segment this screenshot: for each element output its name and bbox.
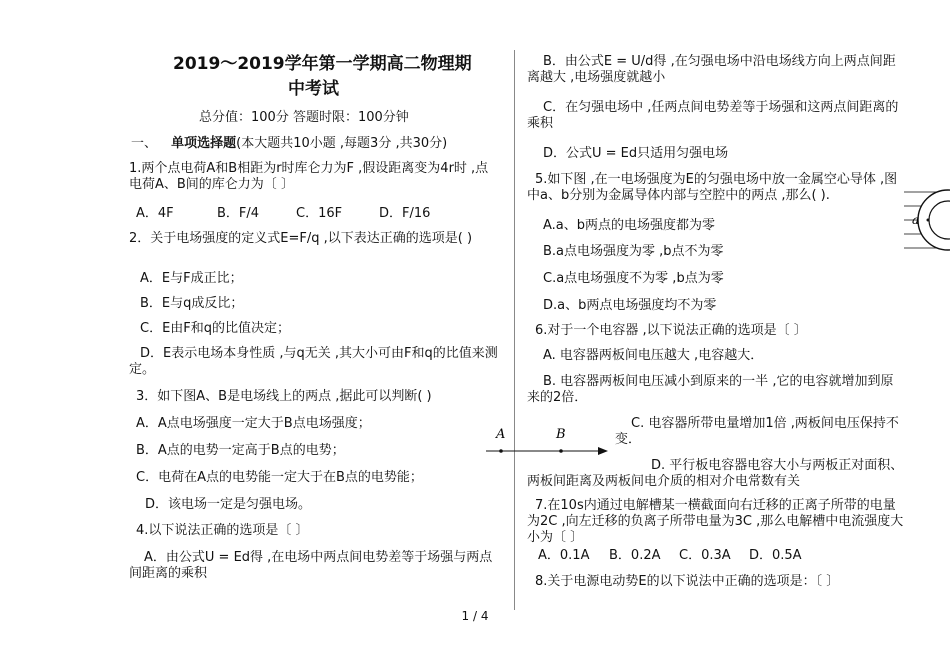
exam-meta: 总分值：100分 答题时限：100分钟 (199, 110, 409, 125)
point-b-label: B (556, 427, 566, 442)
section-1-number: 一、 (131, 136, 158, 151)
field-line-figure (484, 423, 614, 463)
q1-option-a: A．4F (136, 206, 174, 221)
q6-option-d: D. 平行板电容器电容大小与两板正对面积、两板间距离及两板间电介质的相对介电常数有关 (527, 458, 904, 489)
q5-option-d: D.a、b两点电场强度均不为零 (543, 298, 717, 313)
q6-option-b: B. 电容器两板间电压减小到原来的一半 ,它的电容就增加到原来的2倍． (527, 374, 894, 405)
q4-option-c: C．在匀强电场中 ,任两点间电势差等于场强和这两点间距离的乘积 (527, 100, 899, 131)
point-b-dot (559, 449, 563, 453)
q2-stem: 2．关于电场强度的定义式E=F/q ,以下表达正确的选项是( ) (129, 231, 473, 246)
q7-option-b: B．0.2A (609, 548, 661, 563)
q6-stem: 6.对于一个电容器 ,以下说法正确的选项是〔 〕 (535, 323, 807, 338)
hollow-conductor-figure (904, 184, 950, 256)
q4-option-d: D．公式U = Ed只适用匀强电场 (543, 146, 729, 161)
q2-option-b: B．E与q成反比； (140, 296, 244, 311)
point-a-dot (499, 449, 503, 453)
q7-stem: 7.在10s内通过电解槽某一横截面向右迁移的正离子所带的电量为2C ,向左迁移的负离子所带电量为3C ,那么电解槽中电流强度大小为〔 〕 (527, 498, 904, 545)
q3-option-a: A．A点电场强度一定大于B点电场强度； (136, 416, 371, 431)
page-number: 1 / 4 (461, 609, 489, 623)
section-1-note: (本大题共10小题 ,每题3分 ,共30分) (236, 136, 448, 151)
q8-stem: 8.关于电源电动势E的以下说法中正确的选项是：〔 〕 (535, 574, 840, 589)
q5-option-b: B.a点电场强度为零 ,b点不为零 (543, 244, 724, 259)
field-line-arrowhead (598, 447, 608, 455)
exam-title-line2: 中考试 (288, 79, 339, 99)
q3-option-d: D．该电场一定是匀强电场。 (145, 497, 312, 512)
q2-option-c: C．E由F和q的比值决定； (140, 321, 291, 336)
q4-stem: 4.以下说法正确的选项是〔 〕 (136, 523, 309, 538)
q5-option-c: C.a点电场强度不为零 ,b点为零 (543, 271, 724, 286)
point-a-dot (927, 219, 930, 222)
q4-option-a: A．由公式U = Ed得 ,在电场中两点间电势差等于场强与两点间距离的乘积 (129, 550, 493, 581)
q1-option-d: D．F/16 (379, 206, 431, 221)
q1-stem: 1.两个点电荷A和B相距为r时库仑力为F ,假设距离变为4r时 ,点电荷A、B间的库仑力为〔 〕 (129, 161, 489, 192)
point-a-label: a (912, 213, 920, 227)
section-1-name: 单项选择题 (171, 136, 237, 151)
q1-option-b: B．F/4 (217, 206, 260, 221)
q7-option-a: A．0.1A (538, 548, 590, 563)
q7-option-d: D．0.5A (749, 548, 802, 563)
q7-option-c: C．0.3A (679, 548, 731, 563)
q6-option-c: C. 电容器所带电量增加1倍 ,两板间电压保持不变． (615, 416, 899, 447)
point-a-label: A (496, 427, 506, 442)
exam-title-line1: 2019～2019学年第一学期高二物理期 (173, 54, 472, 74)
q3-stem: 3．如下图A、B是电场线上的两点 ,据此可以判断( ) (136, 389, 432, 404)
q2-option-d: D．E表示电场本身性质 ,与q无关 ,其大小可由F和q的比值来测定。 (129, 346, 498, 377)
q3-option-b: B．A点的电势一定高于B点的电势； (136, 443, 345, 458)
column-divider (514, 50, 515, 610)
q5-stem: 5.如下图 ,在一电场强度为E的匀强电场中放一金属空心导体 ,图中a、b分别为金属导体内部与空腔中的两点 ,那么( ). (527, 172, 898, 203)
section-1-header (131, 136, 447, 152)
q2-option-a: A．E与F成正比； (140, 271, 243, 286)
q3-option-c: C．电荷在A点的电势能一定大于在B点的电势能； (136, 470, 423, 485)
q1-option-c: C．16F (296, 206, 343, 221)
q5-option-a: A.a、b两点的电场强度都为零 (543, 218, 716, 233)
q6-option-a: A. 电容器两板间电压越大 ,电容越大． (543, 348, 764, 363)
q4-option-b: B．由公式E = U/d得 ,在匀强电场中沿电场线方向上两点间距离越大 ,电场强度就越小 (527, 54, 896, 85)
